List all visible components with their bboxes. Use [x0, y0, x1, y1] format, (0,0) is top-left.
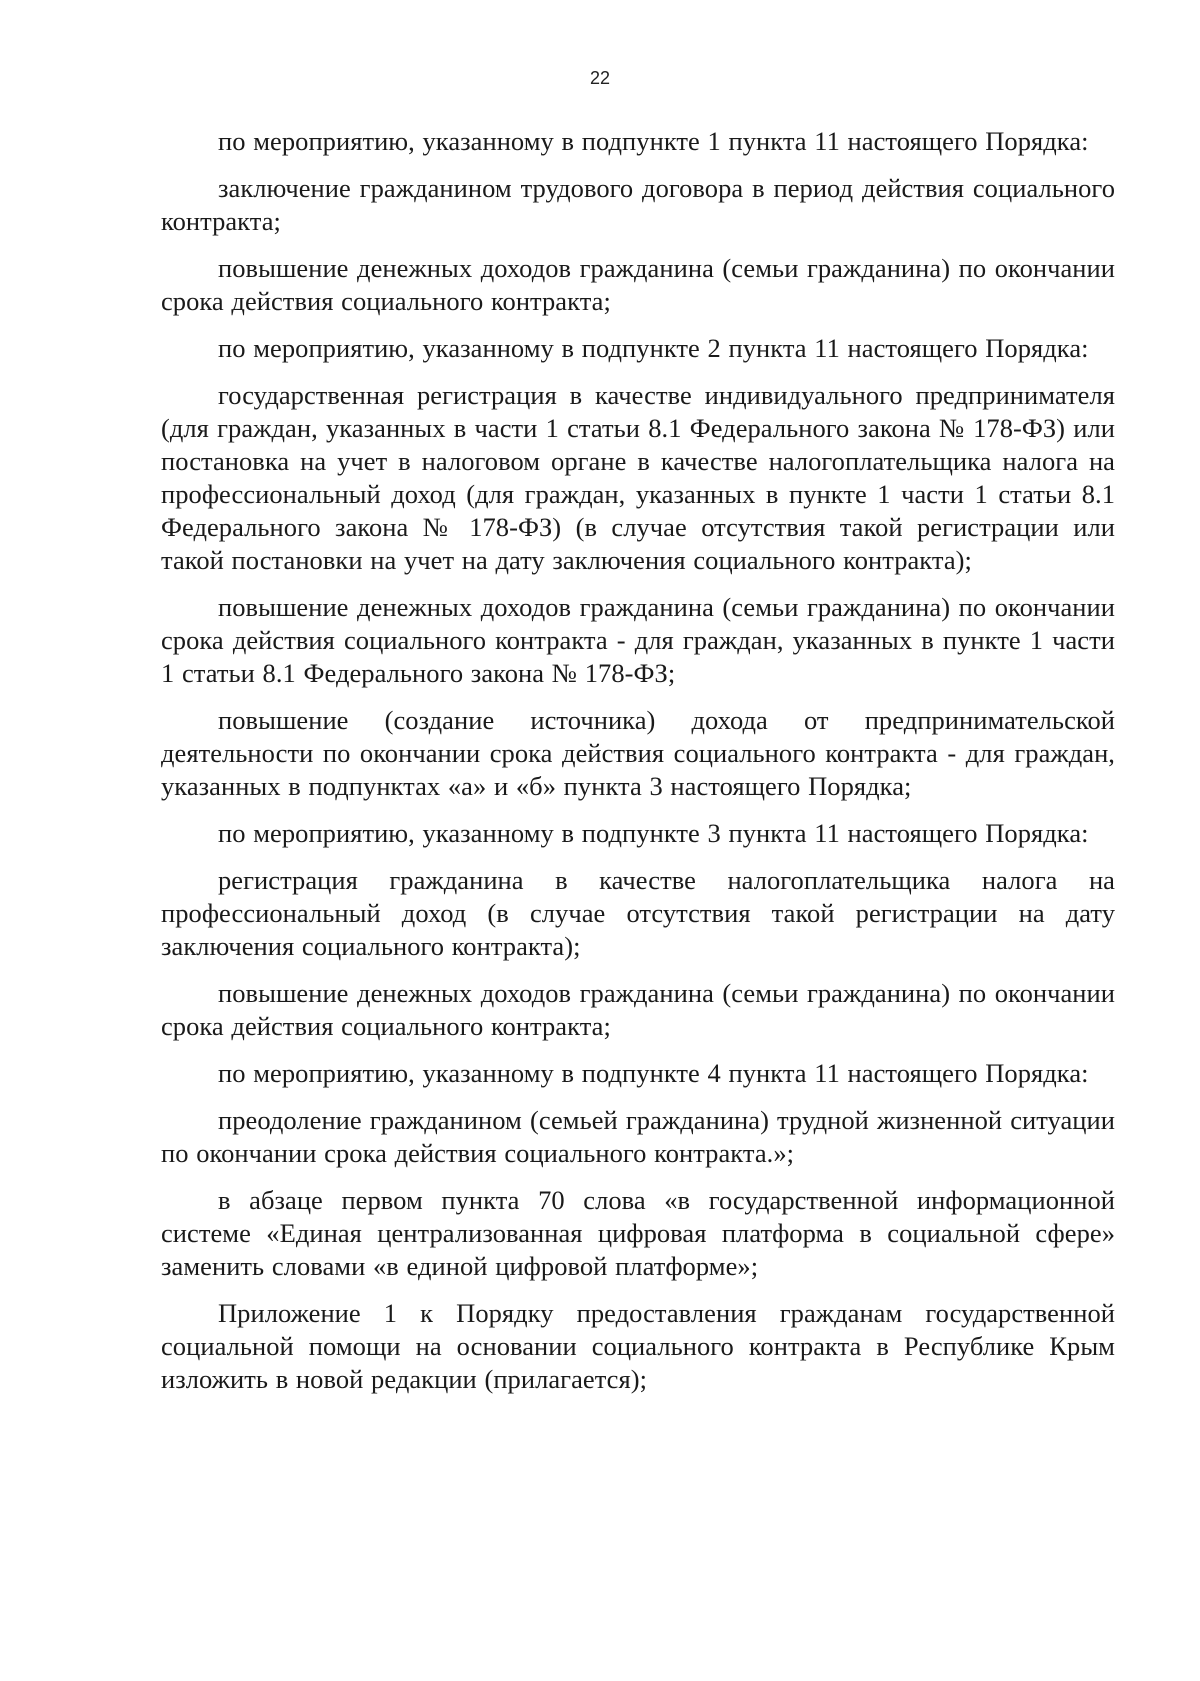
paragraph-1: по мероприятию, указанному в подпункте 1 пункта 11 настоящего Порядка: — [218, 126, 1089, 156]
paragraph-5: государственная регистрация в качестве индивидуального предпринимателя (для граждан, указанных в части 1 статьи 8.1 Федерального закона № 178-ФЗ) или постановка на учет в налоговом органе в качестве налогоплательщика налога на профессиональный доход (для граждан, указанных в пункте 1 части 1 статьи 8.1 Федерального закона № 178-ФЗ) (в случае отсутствия такой регистрации или такой постановки на учет на дату заключения социального контракта); — [161, 380, 1115, 575]
paragraph-10: повышение денежных доходов гражданина (семьи гражданина) по окончании срока действия социального контракта; — [161, 978, 1115, 1041]
paragraph-8: по мероприятию, указанному в подпункте 3 пункта 11 настоящего Порядка: — [218, 818, 1089, 848]
paragraph-2: заключение гражданином трудового договора в период действия социального контракта; — [161, 173, 1115, 236]
document-body — [161, 125, 1115, 1410]
paragraph-9: регистрация гражданина в качестве налогоплательщика налога на профессиональный доход (в случае отсутствия такой регистрации на дату заключения социального контракта); — [161, 865, 1115, 961]
paragraph-14: Приложение 1 к Порядку предоставления гражданам государственной социальной помощи на основании социального контракта в Республике Крым изложить в новой редакции (прилагается); — [161, 1298, 1115, 1394]
page-number: 22 — [589, 68, 611, 88]
paragraph-11: по мероприятию, указанному в подпункте 4 пункта 11 настоящего Порядка: — [218, 1058, 1089, 1088]
paragraph-7: повышение (создание источника) дохода от предпринимательской деятельности по окончании срока действия социального контракта - для граждан, указанных в подпунктах «а» и «б» пункта 3 настоящего Порядка; — [161, 705, 1115, 801]
paragraph-4: по мероприятию, указанному в подпункте 2 пункта 11 настоящего Порядка: — [218, 333, 1089, 363]
paragraph-13: в абзаце первом пункта 70 слова «в государственной информационной системе «Единая централизованная цифровая платформа в социальной сфере» заменить словами «в единой цифровой платформе»; — [161, 1185, 1115, 1281]
paragraph-3: повышение денежных доходов гражданина (семьи гражданина) по окончании срока действия социального контракта; — [161, 253, 1115, 316]
paragraph-6: повышение денежных доходов гражданина (семьи гражданина) по окончании срока действия социального контракта - для граждан, указанных в пункте 1 части 1 статьи 8.1 Федерального закона № 178-ФЗ; — [161, 592, 1115, 688]
paragraph-12: преодоление гражданином (семьей гражданина) трудной жизненной ситуации по окончании срока действия социального контракта.»; — [161, 1105, 1115, 1168]
